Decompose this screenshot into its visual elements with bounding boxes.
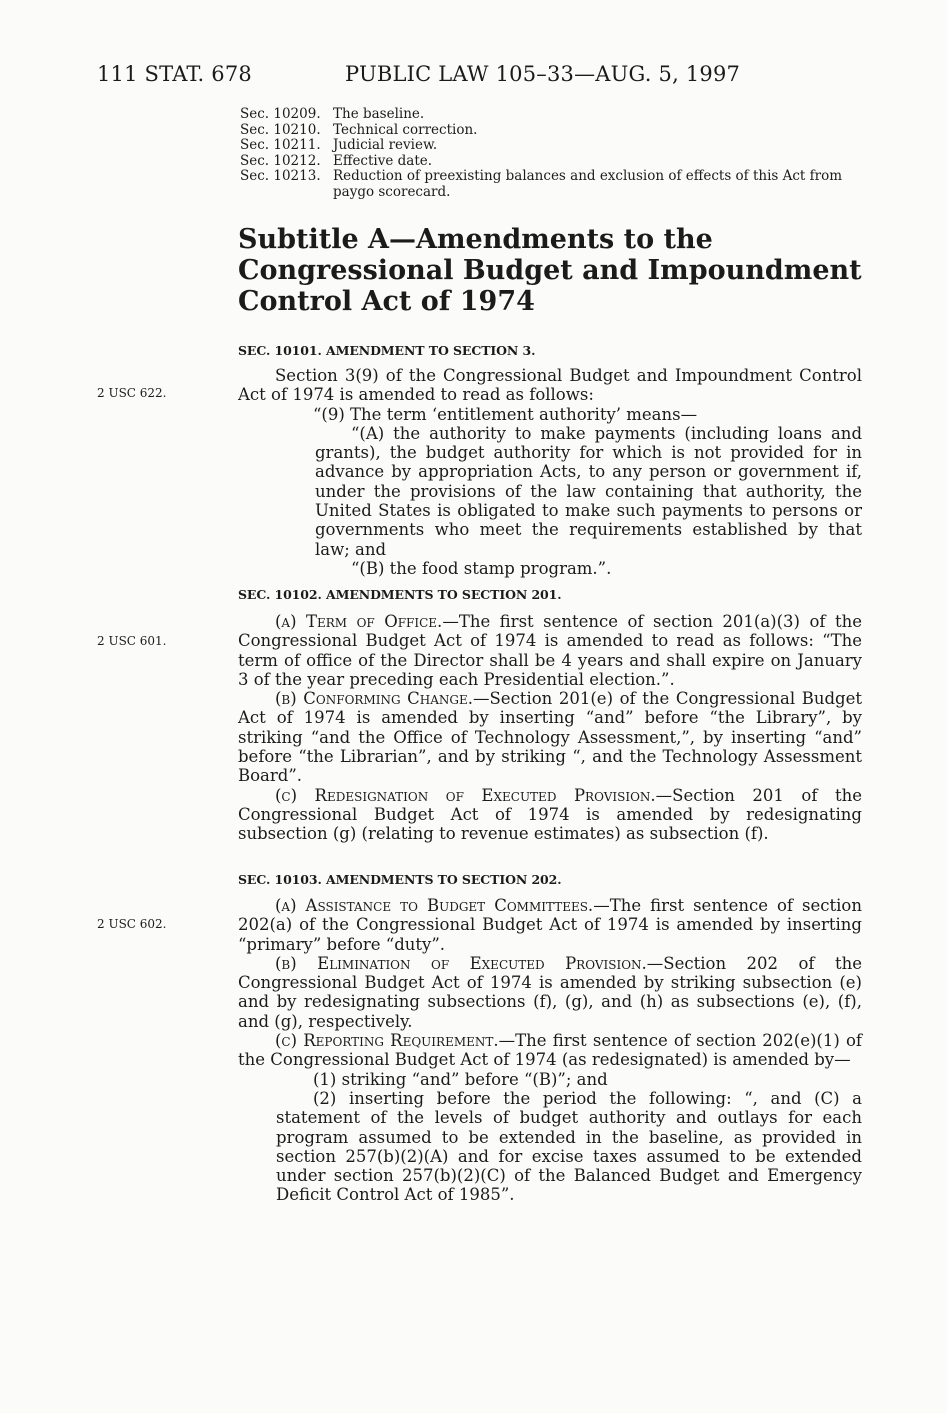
toc-section-title: Effective date. bbox=[333, 152, 433, 169]
section-body bbox=[238, 366, 862, 578]
public-law-header: PUBLIC LAW 105–33—AUG. 5, 1997 bbox=[345, 62, 741, 86]
toc-entry bbox=[240, 107, 865, 123]
toc-section-number: Sec. 10209. bbox=[240, 106, 321, 122]
toc-entry bbox=[240, 123, 865, 139]
subsection-label: (b) Conforming Change. bbox=[275, 689, 473, 709]
toc-section-number: Sec. 10210. bbox=[240, 121, 321, 138]
section-heading: SEC. 10103. AMENDMENTS TO SECTION 202. bbox=[238, 872, 562, 887]
toc-section-number: Sec. 10212. bbox=[240, 152, 321, 169]
section-heading: SEC. 10102. AMENDMENTS TO SECTION 201. bbox=[238, 587, 562, 602]
toc-section-number: Sec. 10213. bbox=[240, 168, 321, 184]
subsection-text: —Section 201(e) of the Congressional Budget Act of 1974 is amended by inserting “and” before “the Library”, by striking “and the Office of Technology Assessment,”, by inserting “and” before “the Librarian”, and by striking “, and the Technology Assessment Board”. bbox=[238, 689, 862, 786]
quoted-paragraph: “(9) The term ‘entitlement authority’ means— bbox=[313, 404, 698, 424]
section-body bbox=[238, 612, 862, 844]
subsection-text: —The first sentence of section 202(a) of the Congressional Budget Act of 1974 is amended by inserting “primary” before “duty”. bbox=[238, 896, 862, 954]
paragraph bbox=[238, 896, 862, 954]
margin-citation: 2 USC 602. bbox=[97, 917, 167, 931]
subsection-text: —The first sentence of section 201(a)(3) of the Congressional Budget Act of 1974 is amended to read as follows: “The term of office of the Director shall be 4 years and shall expire on January 3 of the year preceding each Presidential election.”. bbox=[238, 612, 862, 689]
subtitle-heading: Subtitle A—Amendments to the Congressional Budget and Impoundment Control Act of 1974 bbox=[238, 224, 862, 317]
paragraph: Section 3(9) of the Congressional Budget and Impoundment Control Act of 1974 is amended to read as follows: bbox=[238, 366, 862, 405]
table-of-contents bbox=[240, 107, 865, 200]
subsection-text: —The first sentence of section 202(e)(1) of the Congressional Budget Act of 1974 (as redesignated) is amended by— bbox=[238, 1031, 862, 1070]
list-item: (1) striking “and” before “(B)”; and bbox=[313, 1069, 608, 1089]
toc-section-title: Judicial review. bbox=[333, 137, 438, 153]
subsection-label: (c) Reporting Requirement. bbox=[275, 1031, 499, 1051]
toc-section-title: Technical correction. bbox=[333, 121, 478, 138]
paragraph bbox=[238, 689, 862, 785]
subsection-label: (a) Term of Office. bbox=[275, 612, 443, 631]
subsection-text: —Section 202 of the Congressional Budget Act of 1974 is amended by striking subsection (e) and by redesignating subsections (f), (g), and (h) as subsections (e), (f), and (g), respectively. bbox=[238, 953, 862, 1031]
toc-section-title: The baseline. bbox=[333, 106, 425, 122]
section-body bbox=[238, 896, 862, 1205]
quoted-subparagraph: “(A) the authority to make payments (including loans and grants), the budget authority for which is not provided for in advance by appropriation Acts, to any person or government if, under the provisions of the law containing that authority, the United States is obligated to make such payments to persons or governments who meet the requirements established by that law; and bbox=[315, 423, 862, 559]
toc-entry bbox=[240, 169, 865, 200]
paragraph bbox=[238, 1031, 862, 1070]
list-item: (2) inserting before the period the following: “, and (C) a statement of the levels of budget authority and outlays for each program assumed to be extended in the baseline, as provided in section 257(b)(2)(A) and for excise taxes assumed to be extended under section 257(b)(2)(C) of the Balanced Budget and Emergency Deficit Control Act of 1985”. bbox=[276, 1088, 862, 1205]
section-heading: SEC. 10101. AMENDMENT TO SECTION 3. bbox=[238, 343, 536, 358]
toc-section-title: Reduction of preexisting balances and exclusion of effects of this Act from paygo scorecard. bbox=[333, 168, 843, 200]
subsection-label: (a) Assistance to Budget Committees. bbox=[275, 896, 594, 915]
paragraph bbox=[238, 786, 862, 844]
paragraph bbox=[238, 612, 862, 689]
subsection-text: —Section 201 of the Congressional Budget Act of 1974 is amended by redesignating subsection (g) (relating to revenue estimates) as subsection (f). bbox=[238, 785, 862, 844]
quoted-subparagraph: “(B) the food stamp program.”. bbox=[351, 558, 612, 578]
toc-entry bbox=[240, 154, 865, 170]
toc-section-number: Sec. 10211. bbox=[240, 137, 321, 153]
margin-citation: 2 USC 601. bbox=[97, 634, 167, 648]
toc-entry bbox=[240, 138, 865, 154]
statute-page-ref: 111 STAT. 678 bbox=[97, 62, 252, 86]
margin-citation: 2 USC 622. bbox=[97, 386, 167, 400]
paragraph bbox=[238, 954, 862, 1031]
subsection-label: (b) Elimination of Executed Provision. bbox=[275, 953, 647, 973]
subsection-label: (c) Redesignation of Executed Provision. bbox=[275, 785, 656, 805]
